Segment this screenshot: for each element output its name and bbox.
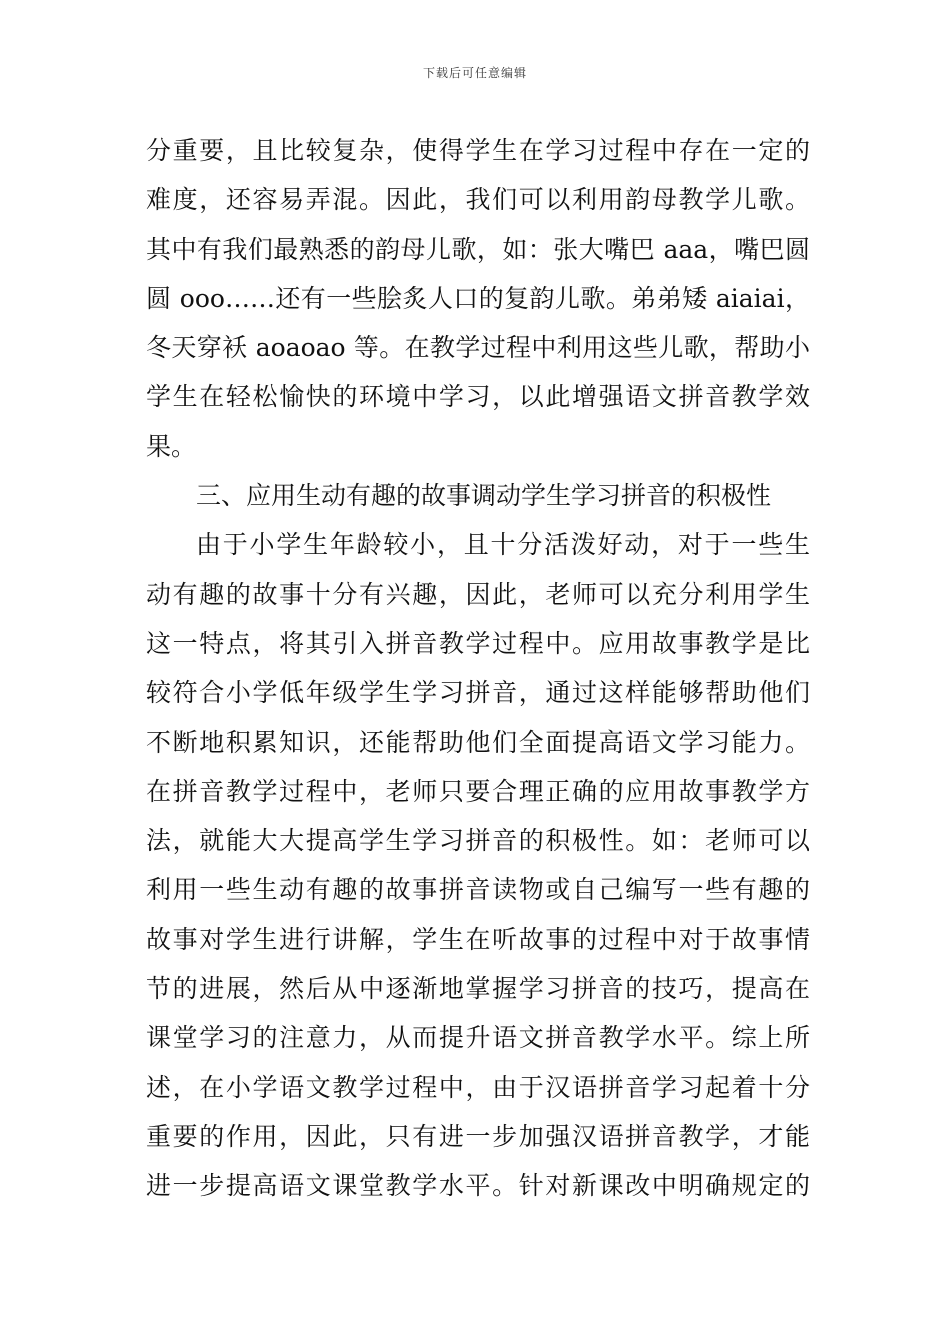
text-line: 节的进展，然后从中逐渐地掌握学习拼音的技巧，提高在 [146, 974, 810, 1004]
text-line: 分重要，且比较复杂，使得学生在学习过程中存在一定的 [146, 136, 810, 165]
text-line: 故事对学生进行讲解，学生在听故事的过程中对于故事情 [146, 924, 810, 954]
text-line: 述，在小学语文教学过程中，由于汉语拼音学习起着十分 [146, 1072, 810, 1102]
text-line: 进一步提高语文课堂教学水平。针对新课改中明确规定的 [146, 1171, 810, 1201]
text-line: 学生在轻松愉快的环境中学习，以此增强语文拼音教学效 [146, 382, 810, 412]
text-line: 其中有我们最熟悉的韵母儿歌，如：张大嘴巴 aaa，嘴巴圆 [146, 234, 810, 264]
text-line: 难度，还容易弄混。因此，我们可以利用韵母教学儿歌。 [146, 185, 810, 215]
text-line: 利用一些生动有趣的故事拼音读物或自己编写一些有趣的 [146, 875, 810, 905]
page-header: 下载后可任意编辑 [422, 66, 527, 80]
text-line: 较符合小学低年级学生学习拼音，通过这样能够帮助他们 [146, 678, 810, 708]
text-line: 动有趣的故事十分有兴趣，因此，老师可以充分利用学生 [146, 579, 810, 609]
text-line: 圆 ooo……还有一些脍炙人口的复韵儿歌。弟弟矮 aiaiai， [146, 283, 810, 313]
text-line: 课堂学习的注意力，从而提升语文拼音教学水平。综上所 [146, 1023, 810, 1053]
text-line: 重要的作用，因此，只有进一步加强汉语拼音教学，才能 [146, 1121, 810, 1151]
text-line: 由于小学生年龄较小，且十分活泼好动，对于一些生 [196, 530, 810, 560]
text-line: 不断地积累知识，还能帮助他们全面提高语文学习能力。 [146, 727, 810, 757]
text-line: 这一特点，将其引入拼音教学过程中。应用故事教学是比 [146, 628, 810, 658]
text-line: 冬天穿袄 aoaoao 等。在教学过程中利用这些儿歌，帮助小 [146, 333, 810, 363]
text-line: 果。 [146, 431, 197, 461]
document-body [146, 126, 810, 1211]
section-heading: 三、应用生动有趣的故事调动学生学习拼音的积极性 [196, 481, 772, 511]
text-line: 在拼音教学过程中，老师只要合理正确的应用故事教学方 [146, 776, 810, 806]
text-line: 法，就能大大提高学生学习拼音的积极性。如：老师可以 [146, 826, 810, 856]
